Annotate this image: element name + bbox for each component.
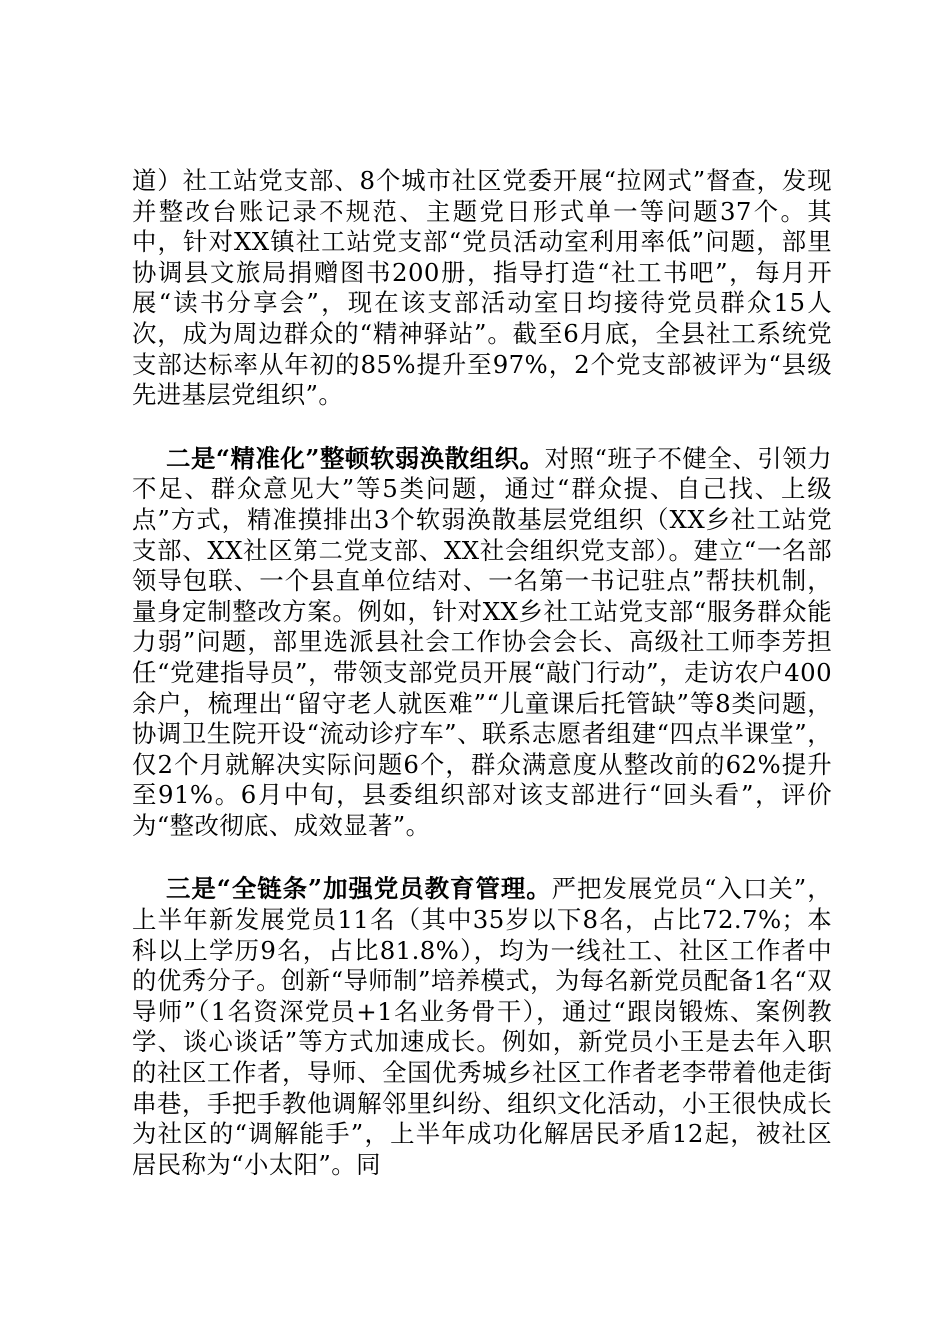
paragraph-text: 严把发展党员“入口关”，上半年新发展党员11名（其中35岁以下8名，占比72.7%；本科以上学历9名，占比81.8%），均为一线社工、社区工作者中的优秀分子。创新“导师制”培养模式，为每名新党员配备1名“双导师”（1名资深党员+1名业务骨干），通过“跟岗锻炼、案例教学、谈心谈话”等方式加速成长。例如，新党员小王是去年入职的社区工作者，导师、全国优秀城乡社区工作者老李带着他走街串巷，手把手教他调解邻里纠纷、组织文化活动，小王很快成长为社区的“调解能手”，上半年成功化解居民矛盾12起，被社区居民称为“小太阳”。同 [132,874,832,1179]
paragraph-item-three [132,874,832,1180]
paragraph-item-two [132,444,832,842]
paragraph-lead-heading: 二是“精准化”整顿软弱涣散组织。 [166,443,545,473]
document-page [132,166,832,1180]
paragraph-continuation [132,166,832,411]
paragraph-text: 道）社工站党支部、8个城市社区党委开展“拉网式”督查，发现并整改台账记录不规范、主题党日形式单一等问题37个。其中，针对XX镇社工站党支部“党员活动室利用率低”问题，部里协调县文旅局捐赠图书200册，指导打造“社工书吧”，每月开展“读书分享会”，现在该支部活动室日均接待党员群众15人次，成为周边群众的“精神驿站”。截至6月底，全县社工系统党支部达标率从年初的85%提升至97%，2个党支部被评为“县级先进基层党组织”。 [132,166,832,410]
paragraph-lead-heading: 三是“全链条”加强党员教育管理。 [166,874,552,904]
paragraph-text: 对照“班子不健全、引领力不足、群众意见大”等5类问题，通过“群众提、自己找、上级点”方式，精准摸排出3个软弱涣散基层党组织（XX乡社工站党支部、XX社区第二党支部、XX社会组织党支部）。建立“一名部领导包联、一个县直单位结对、一名第一书记驻点”帮扶机制，量身定制整改方案。例如，针对XX乡社工站党支部“服务群众能力弱”问题，部里选派县社会工作协会会长、高级社工师李芳担任“党建指导员”，带领支部党员开展“敲门行动”，走访农户400余户，梳理出“留守老人就医难”“儿童课后托管缺”等8类问题，协调卫生院开设“流动诊疗车”、联系志愿者组建“四点半课堂”，仅2个月就解决实际问题6个，群众满意度从整改前的62%提升至91%。6月中旬，县委组织部对该支部进行“回头看”，评价为“整改彻底、成效显著”。 [132,443,832,840]
